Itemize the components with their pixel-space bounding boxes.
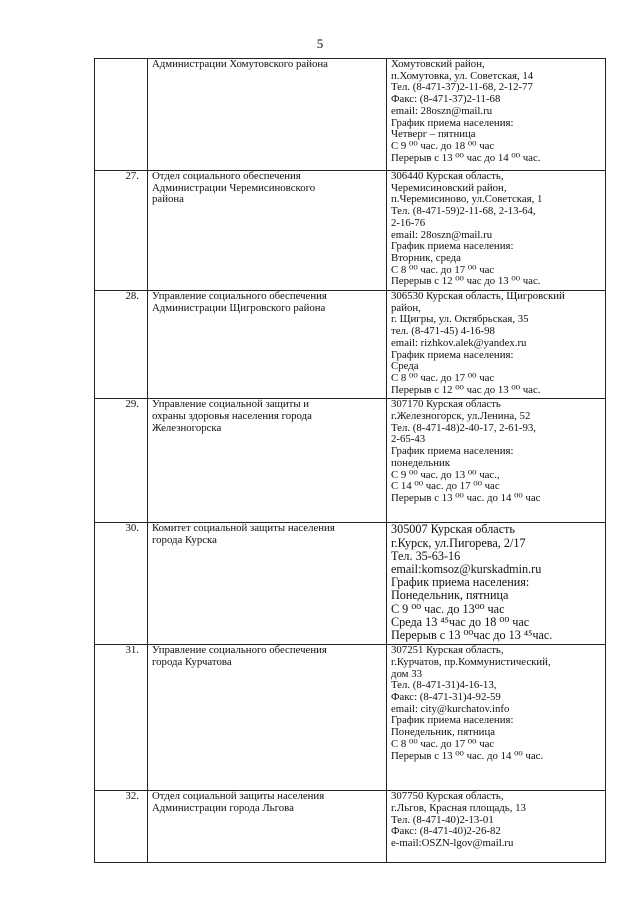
- contact-info: [387, 645, 606, 791]
- contact-line: п.Черемисиново, ул.Советская, 1: [391, 193, 543, 206]
- contact-line: График приема населения:: [391, 714, 514, 727]
- contact-line: С 8 ⁰⁰ час. до 17 ⁰⁰ час: [391, 737, 495, 750]
- organization-line: района: [152, 193, 184, 206]
- organization-name: [148, 171, 387, 291]
- organization-line: Управление социальной защиты и: [152, 398, 310, 411]
- email-line: email:komsoz@kurskadmin.ru: [391, 561, 542, 576]
- organization-name: [148, 645, 387, 791]
- table-row: [95, 791, 606, 863]
- table-row: [95, 399, 606, 523]
- contact-line: 305007 Курская область: [391, 522, 515, 537]
- contact-line: С 8 ⁰⁰ час. до 17 ⁰⁰ час: [391, 371, 495, 384]
- contact-line: 307251 Курская область,: [391, 644, 504, 657]
- contact-line: г. Щигры, ул. Октябрьская, 35: [391, 313, 529, 326]
- contact-line: Перерыв с 12 ⁰⁰ час до 13 ⁰⁰ час.: [391, 275, 541, 288]
- contact-line: Тел. (8-471-40)2-13-01: [391, 813, 494, 826]
- contact-line: Вторник, среда: [391, 251, 461, 264]
- contact-line: График приема населения:: [391, 445, 514, 458]
- contact-line: С 8 ⁰⁰ час. до 17 ⁰⁰ час: [391, 263, 495, 276]
- contact-line: г.Курчатов, пр.Коммунистический,: [391, 655, 551, 668]
- organization-line: Администрации Щигровского района: [152, 301, 326, 314]
- contact-line: 2-65-43: [391, 433, 426, 446]
- contact-line: Тел. (8-471-31)4-16-13,: [391, 679, 497, 692]
- row-number: 31.: [95, 645, 148, 791]
- contact-line: С 9 ⁰⁰ час. до 13⁰⁰ час: [391, 601, 505, 616]
- organization-line: города Курчатова: [152, 655, 232, 668]
- contact-line: Среда 13 ⁴⁵час до 18 ⁰⁰ час: [391, 614, 530, 629]
- row-number: 27.: [95, 171, 148, 291]
- row-number: 28.: [95, 291, 148, 399]
- contact-line: Хомутовский район,: [391, 58, 485, 70]
- contact-line: Тел. (8-471-48)2-40-17, 2-61-93,: [391, 421, 536, 434]
- table-row: [95, 523, 606, 645]
- contact-info: [387, 791, 606, 863]
- contact-line: Перерыв с 13 ⁰⁰ час. до 14 ⁰⁰ час.: [391, 749, 544, 762]
- contact-line: Факс: (8-471-37)2-11-68: [391, 93, 501, 106]
- contact-line: г.Курск, ул.Пигорева, 2/17: [391, 535, 526, 550]
- organization-name: [148, 523, 387, 645]
- contact-line: г.Железногорск, ул.Ленина, 52: [391, 410, 531, 423]
- page-number: 5: [316, 36, 324, 51]
- contact-line: График приема населения:: [391, 348, 514, 361]
- organization-line: Администрации Черемисиновского: [152, 181, 316, 194]
- contact-line: Понедельник, пятница: [391, 726, 496, 739]
- contact-line: Перерыв с 13 ⁰⁰ час. до 14 ⁰⁰ час: [391, 491, 541, 504]
- contact-line: п.Хомутовка, ул. Советская, 14: [391, 69, 534, 82]
- email-line: email: 28oszn@mail.ru: [391, 228, 493, 241]
- contact-line: С 9 ⁰⁰ час. до 13 ⁰⁰ час.,: [391, 468, 500, 481]
- organization-line: Администрации города Льгова: [152, 801, 294, 814]
- organization-name: [148, 399, 387, 523]
- contact-line: График приема населения:: [391, 240, 514, 253]
- table-row: [95, 291, 606, 399]
- organization-line: города Курска: [152, 534, 217, 547]
- contact-line: 306530 Курская область, Щигровский: [391, 290, 565, 303]
- contact-line: Среда: [391, 360, 419, 373]
- organization-line: Администрации Хомутовского района: [152, 58, 328, 70]
- row-number: [95, 59, 148, 171]
- organization-line: Управление социального обеспечения: [152, 644, 327, 657]
- row-number: 30.: [95, 523, 148, 645]
- contact-line: С 9 ⁰⁰ час. до 18 ⁰⁰ час: [391, 139, 495, 152]
- contact-info: [387, 171, 606, 291]
- email-line: e-mail:OSZN-lgov@mail.ru: [391, 837, 514, 849]
- email-line: email: 28oszn@mail.ru: [391, 104, 493, 117]
- organization-line: Отдел социальной защиты населения: [152, 790, 325, 803]
- organization-name: [148, 291, 387, 399]
- contact-line: График приема населения:: [391, 116, 514, 129]
- contact-line: 307170 Курская область: [391, 398, 501, 411]
- table-row: [95, 645, 606, 791]
- contact-line: г.Льгов, Красная площадь, 13: [391, 801, 526, 814]
- organization-line: Железногорска: [152, 421, 222, 434]
- table-row: [95, 171, 606, 291]
- contact-line: Факс: (8-471-31)4-92-59: [391, 691, 501, 703]
- contact-line: Факс: (8-471-40)2-26-82: [391, 825, 501, 838]
- organization-line: охраны здоровья населения города: [152, 410, 312, 423]
- organization-line: Комитет социальной защиты населения: [152, 522, 335, 535]
- email-line: email: city@kurchatov.info: [391, 702, 510, 715]
- contact-info: [387, 399, 606, 523]
- organization-name: [148, 791, 387, 863]
- contact-line: тел. (8-471-45) 4-16-98: [391, 325, 495, 338]
- contact-line: График приема населения:: [391, 575, 530, 590]
- table-row: [95, 59, 606, 171]
- contact-line: 307750 Курская область,: [391, 790, 504, 803]
- contact-line: Тел. (8-471-37)2-11-68, 2-12-77: [391, 81, 533, 94]
- organization-line: Управление социального обеспечения: [152, 290, 327, 303]
- contact-line: С 14 ⁰⁰ час. до 17 ⁰⁰ час: [391, 480, 500, 493]
- contact-line: Тел. (8-471-59)2-11-68, 2-13-64,: [391, 205, 536, 218]
- contact-info: [387, 59, 606, 171]
- contact-line: Черемисиновский район,: [391, 181, 507, 194]
- contacts-table: [94, 58, 606, 863]
- contact-line: дом 33: [391, 667, 423, 680]
- contact-line: Понедельник, пятница: [391, 588, 509, 603]
- contact-line: 306440 Курская область,: [391, 170, 504, 182]
- contact-info: [387, 291, 606, 399]
- email-line: email: rizhkov.alek@yandex.ru: [391, 336, 527, 349]
- contact-line: Перерыв с 12 ⁰⁰ час до 13 ⁰⁰ час.: [391, 383, 541, 396]
- organization-line: Отдел социального обеспечения: [152, 170, 301, 182]
- contact-line: 2-16-76: [391, 216, 426, 229]
- contact-line: район,: [391, 301, 421, 314]
- row-number: 32.: [95, 791, 148, 863]
- contact-line: Четверг – пятница: [391, 128, 476, 141]
- organization-name: [148, 59, 387, 171]
- contact-line: Перерыв с 13 ⁰⁰час до 13 ⁴⁵час.: [391, 627, 553, 642]
- row-number: 29.: [95, 399, 148, 523]
- contact-line: Перерыв с 13 ⁰⁰ час до 14 ⁰⁰ час.: [391, 151, 541, 164]
- contact-line: Тел. 35-63-16: [391, 548, 461, 563]
- contact-info: [387, 523, 606, 645]
- contact-line: понедельник: [391, 456, 451, 469]
